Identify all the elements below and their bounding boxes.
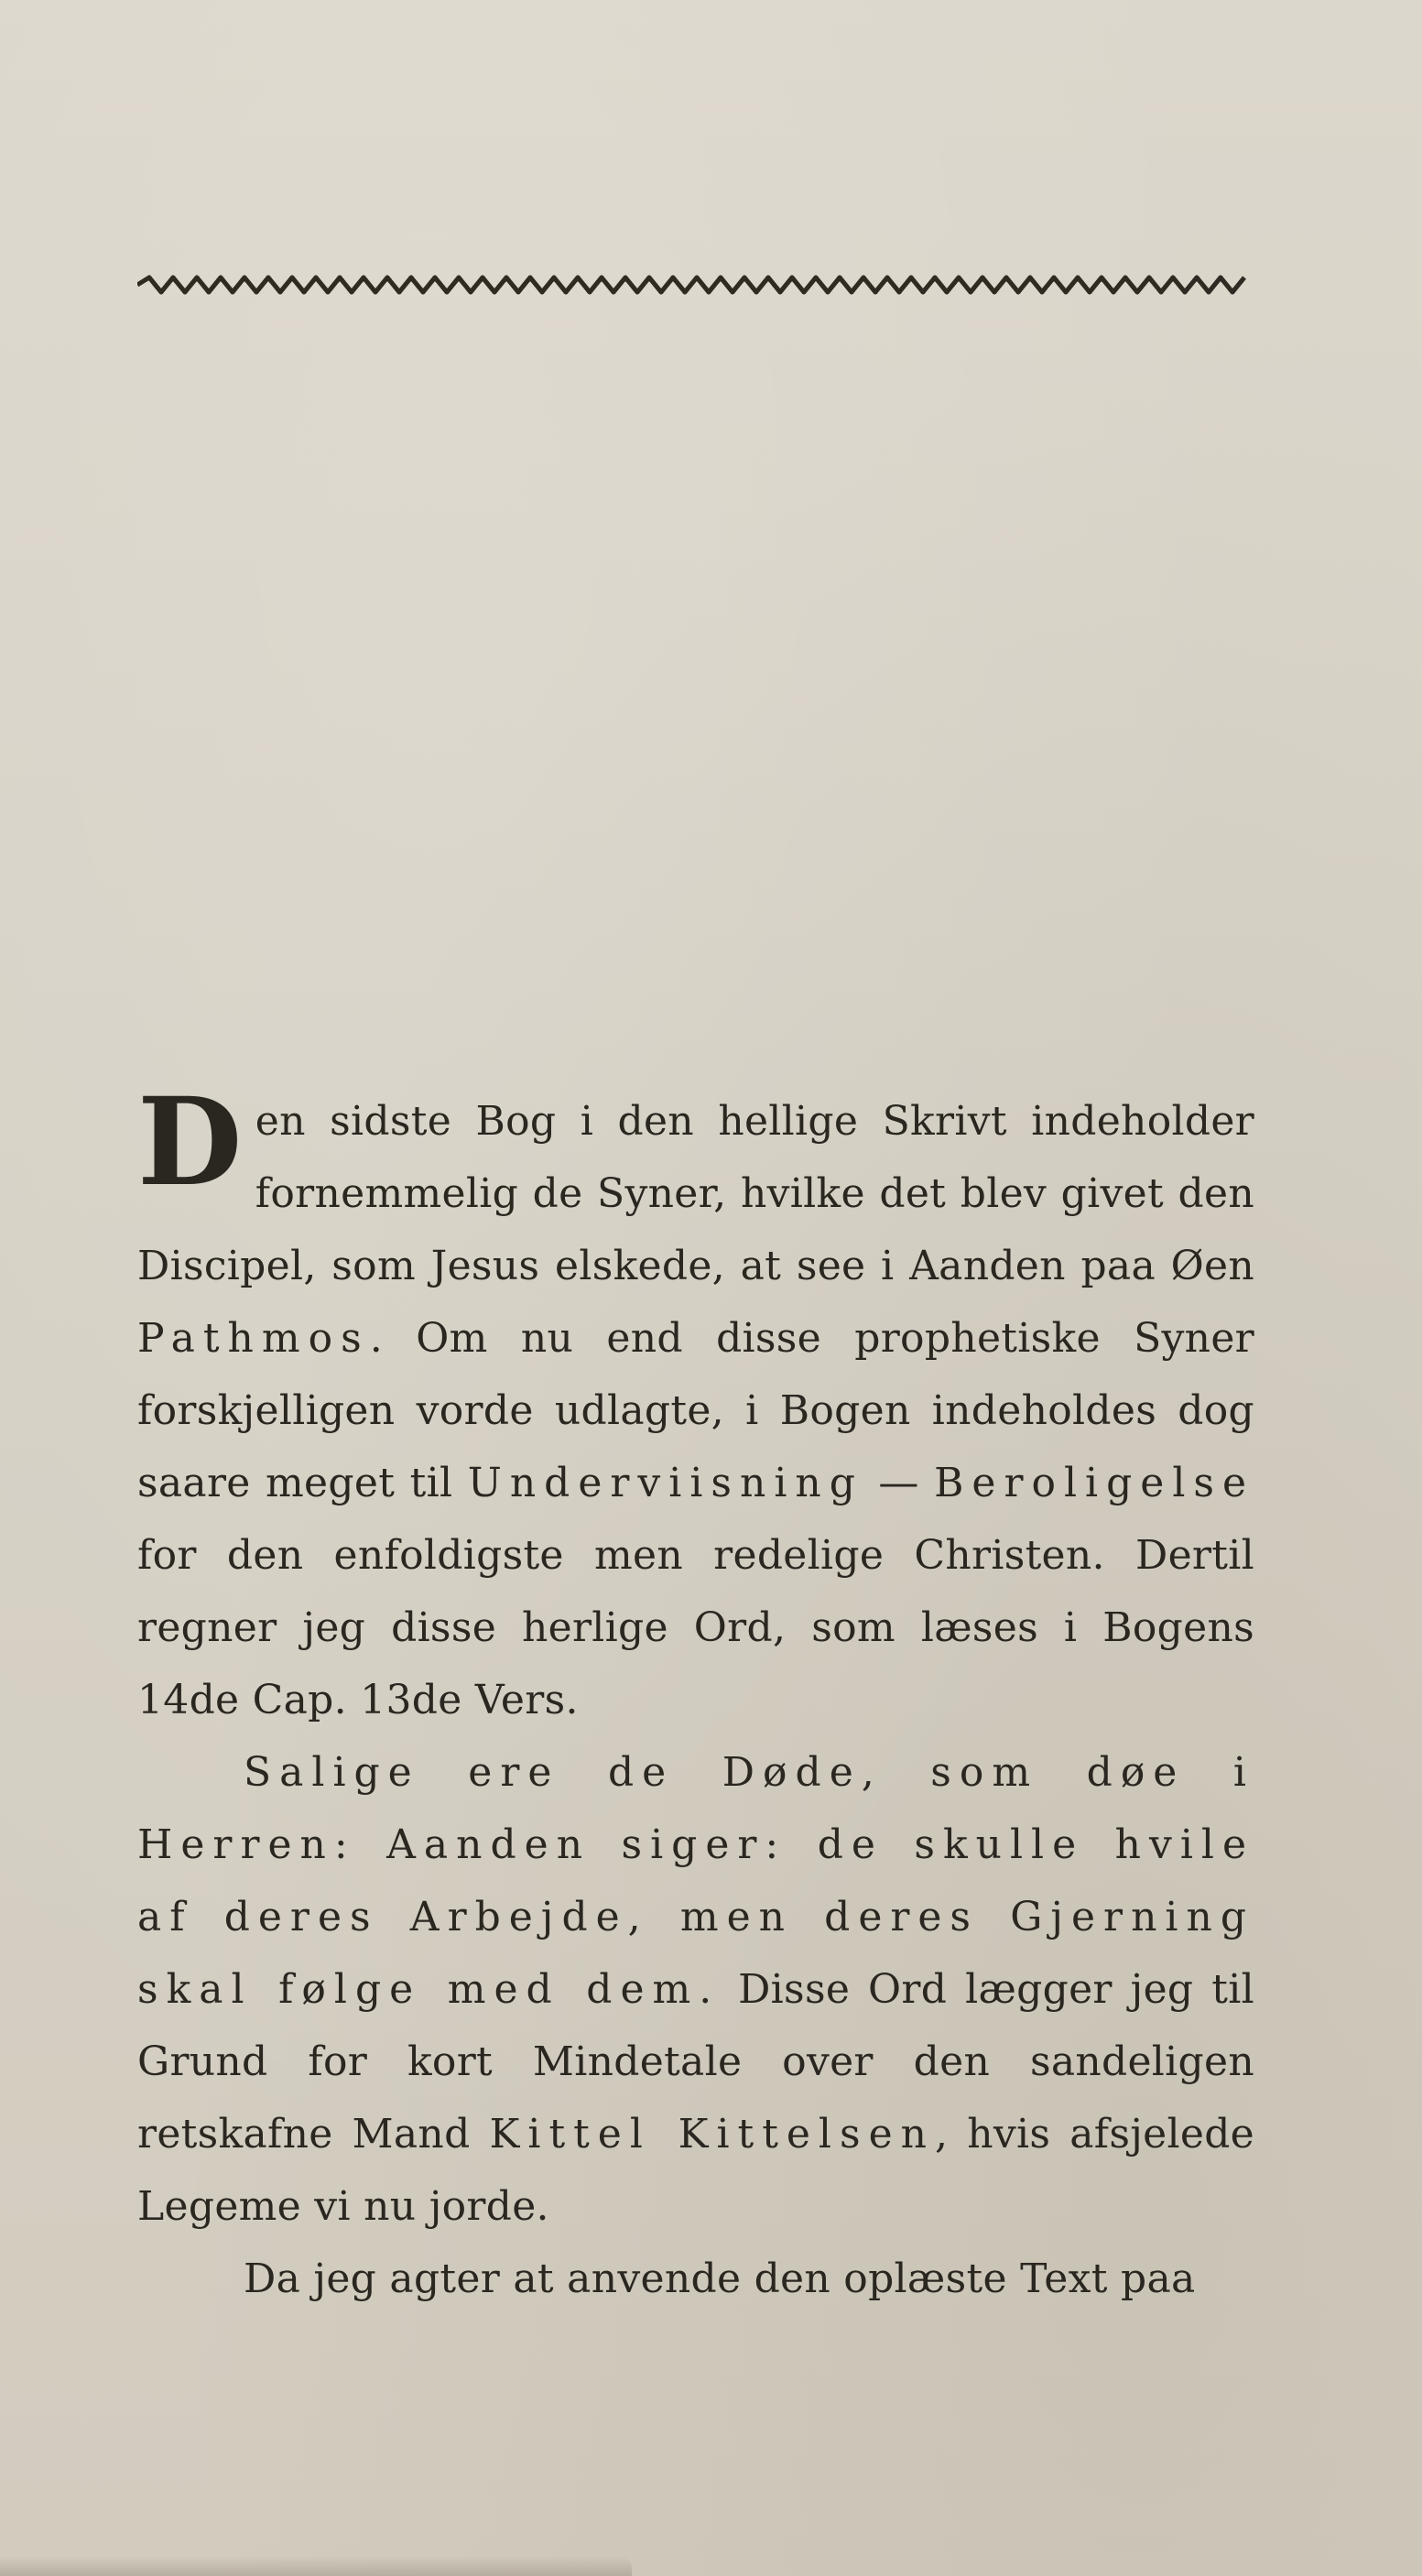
text-run-spaced: Beroligelse: [934, 1460, 1255, 1506]
body-text: [137, 1071, 1255, 2315]
text-run: en sidste Bog i den hellige Skrivt indeholder fornemmelig de Syner, hvilke det blev givet den Discipel, som Jesus elskede, at see i Aanden paa Øen: [137, 1098, 1254, 1289]
page-edge-shadow: [0, 2556, 632, 2576]
paragraph-2: [137, 1736, 1254, 2243]
text-run-spaced: Pathmos: [137, 1315, 370, 1362]
text-run: , hvis afsjelede Legeme vi nu jorde.: [137, 2111, 1254, 2230]
text-run: —: [863, 1460, 935, 1506]
text-run-spaced: Salige ere de Døde, som døe i Herren: Aanden siger: de skulle hvile af deres Arbejde, men deres Gjerning skal følge med dem.: [137, 1749, 1254, 2013]
text-run: for den enfoldigste men redelige Christen. Dertil regner jeg disse herlige Ord, som læses i Bogens 14de Cap. 13de Vers.: [137, 1532, 1254, 1723]
text-run: Disse Ord lægger jeg til Grund for kort Mindetale over den sandeligen retskafne Mand: [137, 1966, 1254, 2158]
paragraph-1: [137, 1071, 1255, 1736]
text-run-spaced: Kittel Kittelsen: [489, 2111, 935, 2158]
text-run-spaced: Underviisning: [467, 1460, 863, 1506]
paragraph-3: [137, 2243, 1254, 2315]
drop-cap: D: [137, 1071, 243, 1213]
text-run: . Om nu end disse prophetiske Syner forskjelligen vorde udlagte, i Bogen indeholdes dog saare meget til: [137, 1315, 1254, 1506]
text-run: Da jeg agter at anvende den oplæste Text paa: [244, 2255, 1196, 2302]
ornamental-rule: [137, 271, 1254, 299]
